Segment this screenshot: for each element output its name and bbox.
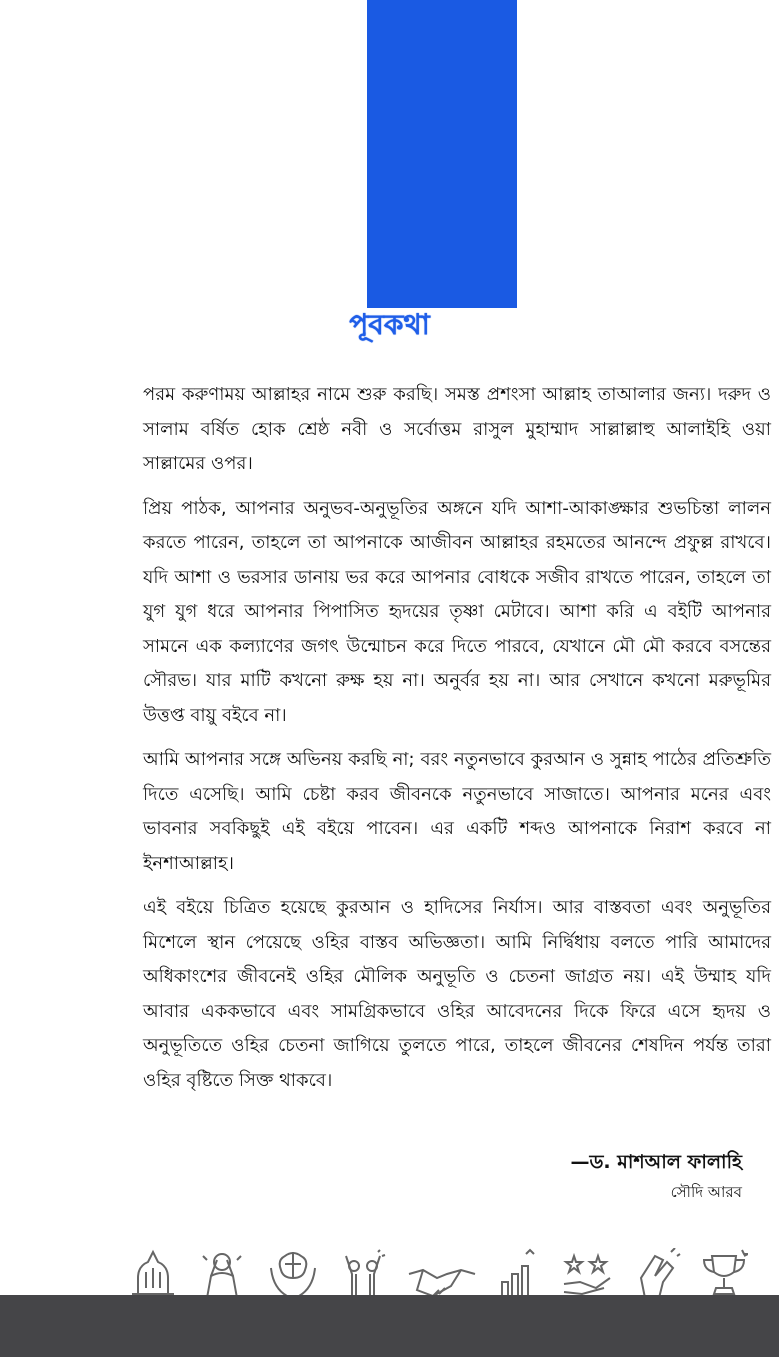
- trophy-icon: [700, 1248, 748, 1300]
- paragraph-1: পরম করুণাময় আল্লাহর নামে শুরু করছি। সমস্ত প্রশংসা আল্লাহ তাআলার জন্য। দরুদ ও সালাম বর্ষিত হোক শ্রেষ্ঠ নবী ও সর্বোত্তম রাসুল মুহাম্মাদ সাল্লাল্লাহু আলাইহি ওয়া সাল্লামের ওপর।: [143, 384, 771, 474]
- paragraph-4: এই বইয়ে চিত্রিত হয়েছে কুরআন ও হাদিসের নির্যাস। আর বাস্তবতা এবং অনুভূতির মিশেলে স্থান পেয়েছে ওহির বাস্তব অভিজ্ঞতা। আমি নির্দ্বিধায় বলতে পারি আমাদের অধিকাংশের জীবনেই ওহির মৌলিক অনুভূতি ও চেতনা জাগ্রত নয়। এই উম্মাহ যদি আবার এককভাবে এবং সামগ্রিকভাবে ওহির আবেদনের দিকে ফিরে এসে হৃদয় ও অনুভূতিতে ওহির চেতনা জাগিয়ে তুলতে পারে, তাহলে জীবনের শেষদিন পর্যন্ত তারা ওহির বৃষ্টিতে সিক্ত থাকবে।: [143, 897, 771, 1091]
- author-place: সৌদি আরব: [670, 1183, 742, 1201]
- paragraph-3: আমি আপনার সঙ্গে অভিনয় করছি না; বরং নতুনভাবে কুরআন ও সুন্নাহ পাঠের প্রতিশ্রুতি দিতে এসেছি। আমি চেষ্টা করব জীবনকে নতুনভাবে সাজাতে। আপনার মনের এবং ভাবনার সবকিছুই এই বইয়ে পাবেন। এর একটি শব্দও আপনাকে নিরাশ করবে না ইনশাআল্লাহ।: [143, 749, 771, 874]
- footer-band: [0, 1295, 779, 1357]
- brain-hands-icon: [267, 1248, 319, 1300]
- growth-chart-icon: [496, 1248, 540, 1300]
- page-title: পূবকথা: [349, 308, 430, 341]
- prayer-hand-icon: [128, 1248, 178, 1300]
- author-name: —ড. মাশআল ফালাহি: [570, 1151, 742, 1173]
- handshake-icon: [407, 1260, 477, 1300]
- body-text: [143, 378, 771, 1108]
- signature: [570, 1146, 742, 1206]
- stars-hand-icon: [560, 1248, 614, 1300]
- celebrating-people-icon: [338, 1248, 388, 1300]
- finger-cross-icon: [633, 1248, 681, 1300]
- distressed-person-icon: [197, 1248, 247, 1300]
- paragraph-2: প্রিয় পাঠক, আপনার অনুভব-অনুভূতির অঙ্গনে যদি আশা-আকাঙ্ক্ষার শুভচিন্তা লালন করতে পারেন, তাহলে তা আপনাকে আজীবন আল্লাহর রহমতের আনন্দে প্রফুল্ল রাখবে। যদি আশা ও ভরসার ডানায় ভর করে আপনার বোধকে সজীব রাখতে পারেন, তাহলে তা যুগ যুগ ধরে আপনার পিপাসিত হৃদয়ের তৃষ্ণা মেটাবে। আশা করি এ বইটি আপনার সামনে এক কল্যাণের জগৎ উন্মোচন করে দিতে পারবে, যেখানে মৌ মৌ করবে বসন্তের সৌরভ। যার মাটি কখনো রুক্ষ হয় না। অনুর্বর হয় না। আর সেখানে কখনো মরুভূমির উত্তপ্ত বায়ু বইবে না।: [143, 497, 771, 726]
- decorative-blue-bar: [367, 0, 517, 308]
- icon-strip: [128, 1240, 748, 1300]
